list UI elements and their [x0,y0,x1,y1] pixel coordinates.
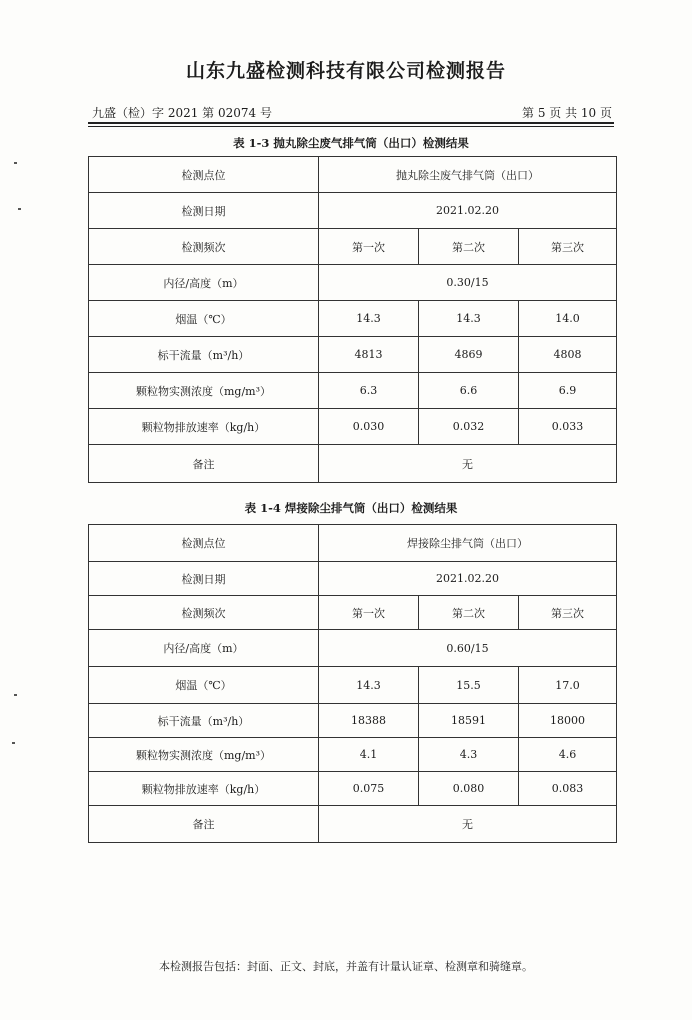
cell-value: 0.075 [319,772,419,806]
cell-value: 4.1 [319,738,419,772]
frequency-2: 第二次 [419,229,519,265]
frequency-label: 检测频次 [89,229,319,265]
scan-speck [18,208,21,210]
cell-value: 15.5 [419,667,519,704]
table-row [89,630,617,667]
table-1-3-caption: 表 1-3 抛丸除尘废气排气筒（出口）检测结果 [233,136,469,150]
date-value: 2021.02.20 [319,193,617,229]
cell-value: 4813 [319,337,419,373]
cell-value: 17.0 [519,667,617,704]
frequency-2: 第二次 [419,596,519,630]
frequency-3: 第三次 [519,229,617,265]
diameter-value: 0.30/15 [319,265,617,301]
cell-value: 18388 [319,704,419,738]
table-row [89,229,617,265]
row-label: 烟温（℃） [89,667,319,704]
footer-note: 本检测报告包括：封面、正文、封底，并盖有计量认证章、检测章和骑缝章。 [159,960,533,973]
table-1-3 [88,156,617,483]
location-value: 抛丸除尘废气排气筒（出口） [319,157,617,193]
cell-value: 4.6 [519,738,617,772]
cell-value: 14.3 [419,301,519,337]
frequency-1: 第一次 [319,229,419,265]
table-row [89,525,617,562]
header-rule-thick [88,122,614,124]
cell-value: 0.030 [319,409,419,445]
row-label: 颗粒物排放速率（kg/h） [89,409,319,445]
row-label: 标干流量（m³/h） [89,337,319,373]
cell-value: 4869 [419,337,519,373]
cell-value: 18000 [519,704,617,738]
diameter-label: 内径/高度（m） [89,265,319,301]
scan-speck [12,742,15,744]
scan-speck [14,694,17,696]
cell-value: 6.6 [419,373,519,409]
table-row [89,704,617,738]
table-row [89,738,617,772]
table-row [89,596,617,630]
cell-value: 14.3 [319,667,419,704]
date-label: 检测日期 [89,562,319,596]
scan-speck [14,162,17,164]
cell-value: 6.3 [319,373,419,409]
cell-value: 4808 [519,337,617,373]
date-label: 检测日期 [89,193,319,229]
table-row [89,562,617,596]
table-row [89,373,617,409]
cell-value: 4.3 [419,738,519,772]
row-label: 烟温（℃） [89,301,319,337]
remark-value: 无 [319,445,617,483]
page-info: 第 5 页 共 10 页 [522,106,612,120]
cell-value: 14.3 [319,301,419,337]
row-label: 颗粒物实测浓度（mg/m³） [89,373,319,409]
frequency-1: 第一次 [319,596,419,630]
date-value: 2021.02.20 [319,562,617,596]
remark-label: 备注 [89,806,319,843]
diameter-label: 内径/高度（m） [89,630,319,667]
table-row [89,337,617,373]
location-label: 检测点位 [89,157,319,193]
report-title: 山东九盛检测科技有限公司检测报告 [185,60,506,82]
cell-value: 6.9 [519,373,617,409]
remark-value: 无 [319,806,617,843]
table-1-4 [88,524,617,843]
cell-value: 0.032 [419,409,519,445]
cell-value: 14.0 [519,301,617,337]
row-label: 颗粒物排放速率（kg/h） [89,772,319,806]
cell-value: 18591 [419,704,519,738]
header-rule-thin [88,126,614,127]
cell-value: 0.033 [519,409,617,445]
table-row [89,301,617,337]
cell-value: 0.080 [419,772,519,806]
table-row [89,806,617,843]
row-label: 颗粒物实测浓度（mg/m³） [89,738,319,772]
table-row [89,667,617,704]
frequency-label: 检测频次 [89,596,319,630]
frequency-3: 第三次 [519,596,617,630]
location-value: 焊接除尘排气筒（出口） [319,525,617,562]
cell-value: 0.083 [519,772,617,806]
table-row [89,409,617,445]
diameter-value: 0.60/15 [319,630,617,667]
table-row [89,157,617,193]
remark-label: 备注 [89,445,319,483]
report-number: 九盛（检）字 2021 第 02074 号 [92,106,272,120]
table-1-4-caption: 表 1-4 焊接除尘排气筒（出口）检测结果 [244,501,458,515]
table-row [89,445,617,483]
table-row [89,193,617,229]
row-label: 标干流量（m³/h） [89,704,319,738]
table-row [89,772,617,806]
table-row [89,265,617,301]
location-label: 检测点位 [89,525,319,562]
